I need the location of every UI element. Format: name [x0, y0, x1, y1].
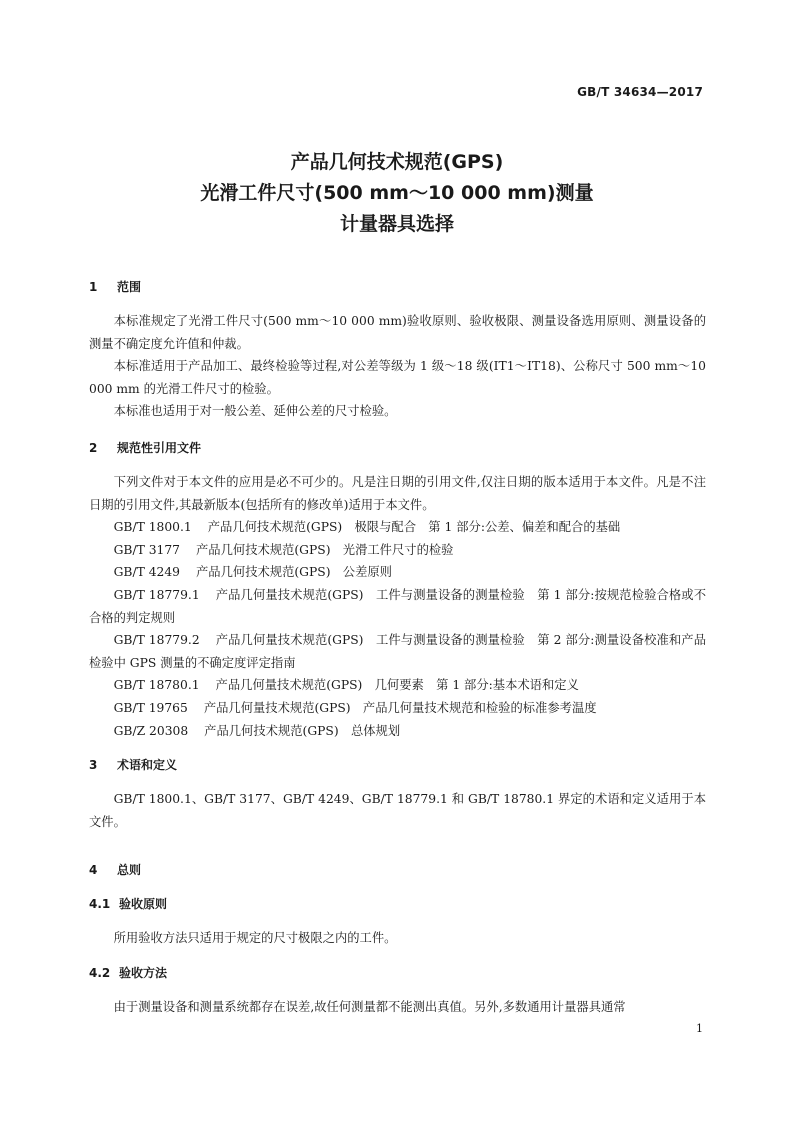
section-heading-1 [89, 276, 706, 298]
reference-item [89, 561, 706, 584]
paragraph: 下列文件对于本文件的应用是必不可少的。凡是注日期的引用文件,仅注日期的版本适用于本文件。凡是不注日期的引用文件,其最新版本(包括所有的修改单)适用于本文件。 [89, 474, 706, 512]
reference-code: GB/T 3177 [113, 542, 181, 557]
paragraph: 由于测量设备和测量系统都存在误差,故任何测量都不能测出真值。另外,多数通用计量器具通常 [113, 999, 626, 1014]
reference-title: 产品几何量技术规范(GPS) 产品几何量技术规范和检验的标准参考温度 [203, 700, 597, 715]
subsection-heading-4-2 [89, 962, 706, 984]
reference-code: GB/T 19765 [113, 700, 188, 715]
section-number: 4.2 [89, 965, 111, 980]
section-title: 验收原则 [119, 897, 168, 912]
section-title: 范围 [117, 280, 142, 294]
reference-code: GB/T 18779.1 [113, 587, 200, 602]
title-line-3: 计量器具选择 [339, 213, 454, 235]
reference-code: GB/T 1800.1 [113, 520, 192, 535]
reference-title: 产品几何量技术规范(GPS) 工件与测量设备的测量检验 第 1 部分:按规范检验合格或不合格的判定规则 [89, 587, 707, 625]
paragraph: 本标准规定了光滑工件尺寸(500 mm～10 000 mm)验收原则、验收极限、测量设备选用原则、测量设备的测量不确定度允许值和仲裁。 [89, 314, 706, 351]
document-title [0, 147, 794, 240]
section-number: 4.1 [89, 897, 111, 912]
section-heading-4 [89, 859, 706, 881]
reference-item [89, 584, 706, 629]
paragraph: 所用验收方法只适用于规定的尺寸极限之内的工件。 [113, 931, 397, 946]
section-number: 4 [89, 863, 98, 878]
title-line-1: 产品几何技术规范(GPS) [290, 151, 504, 173]
reference-title: 产品几何量技术规范(GPS) 几何要素 第 1 部分:基本术语和定义 [215, 678, 579, 693]
paragraph: 本标准适用于产品加工、最终检验等过程,对公差等级为 1 级～18 级(IT1～IT18)、公称尺寸 500 mm～10 000 mm 的光滑工件尺寸的检验。 [89, 359, 706, 396]
section-number: 2 [89, 440, 98, 455]
title-line-2: 光滑工件尺寸(500 mm～10 000 mm)测量 [200, 182, 594, 204]
reference-title: 产品几何技术规范(GPS) 公差原则 [196, 565, 392, 580]
reference-title: 产品几何技术规范(GPS) 极限与配合 第 1 部分:公差、偏差和配合的基础 [207, 520, 621, 535]
reference-item [89, 697, 706, 720]
document-body [89, 276, 706, 1018]
section-number: 1 [89, 280, 98, 294]
section-title: 总则 [117, 863, 142, 878]
paragraph: GB/T 1800.1、GB/T 3177、GB/T 4249、GB/T 18779.1 和 GB/T 18780.1 界定的术语和定义适用于本文件。 [89, 792, 706, 829]
reference-code: GB/T 18779.2 [113, 633, 200, 648]
reference-code: GB/T 4249 [113, 565, 181, 580]
reference-item [89, 539, 706, 562]
reference-item [89, 629, 706, 674]
section-title: 术语和定义 [117, 758, 178, 773]
reference-code: GB/Z 20308 [113, 723, 189, 738]
section-number: 3 [89, 758, 98, 773]
reference-title: 产品几何技术规范(GPS) 总体规划 [204, 723, 401, 738]
section-heading-3 [89, 754, 706, 776]
reference-item [89, 720, 706, 743]
paragraph: 本标准也适用于对一般公差、延伸公差的尺寸检验。 [113, 404, 397, 419]
reference-item [89, 674, 706, 697]
section-title: 验收方法 [119, 965, 168, 980]
subsection-heading-4-1 [89, 893, 706, 915]
reference-title: 产品几何技术规范(GPS) 光滑工件尺寸的检验 [196, 542, 454, 557]
section-heading-2 [89, 437, 706, 459]
standard-number: GB/T 34634—2017 [577, 85, 703, 99]
reference-code: GB/T 18780.1 [113, 678, 200, 693]
reference-item [89, 516, 706, 539]
section-title: 规范性引用文件 [117, 440, 202, 455]
reference-title: 产品几何量技术规范(GPS) 工件与测量设备的测量检验 第 2 部分:测量设备校准和产品检验中 GPS 测量的不确定度评定指南 [89, 633, 707, 670]
page-number: 1 [696, 1022, 703, 1035]
